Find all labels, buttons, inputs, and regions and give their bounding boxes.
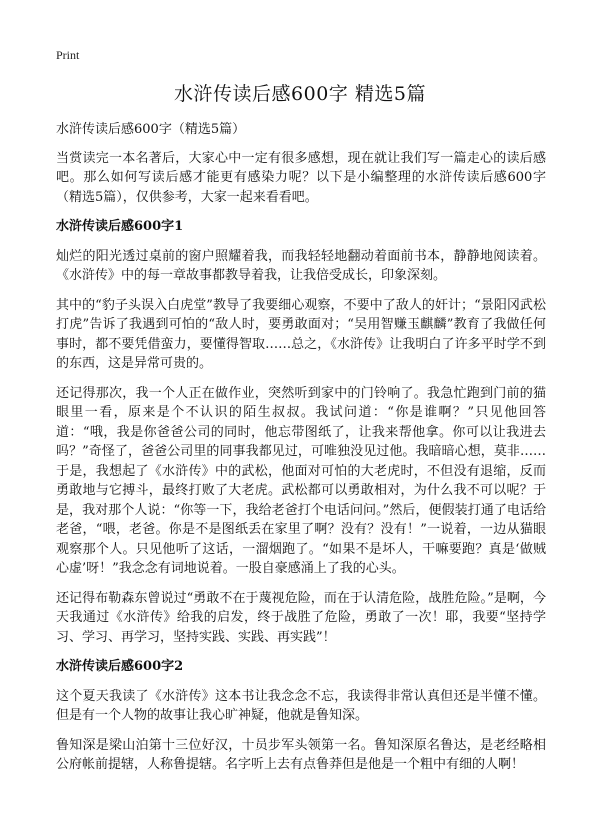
section-paragraph: 灿烂的阳光透过桌前的窗户照耀着我，而我轻轻地翻动着面前书本，静静地阅读着。《水浒传》中的每一章故事都教导着我，让我倍受成长，印象深刻。 <box>56 248 546 283</box>
section-heading: 水浒传读后感600字2 <box>56 659 184 674</box>
section-paragraph: 还记得那次，我一个人正在做作业，突然听到家中的门铃响了。我急忙跑到门前的猫眼里一看，原来是个不认识的陌生叔叔。我试问道：“你是谁啊？”只见他回答道：“哦，我是你爸爸公司的同时，他忘带图纸了，让我来帮他拿。你可以让我进去吗？”奇怪了，爸爸公司里的同事我都见过，可唯独没见过他。我暗暗心想，莫非……于是，我想起了《水浒传》中的武松，他面对可怕的大老虎时，不但没有退缩，反而勇敢地与它搏斗，最终打败了大老虎。武松都可以勇敢相对，为什么我不可以呢？于是，我对那个人说：“你等一下，我给老爸打个电话问问。”然后，便假装打通了电话给老爸，“喂，老爸。你是不是图纸丢在家里了啊？没有？没有！”一说着，一边从猫眼观察那个人。只见他听了这话，一溜烟跑了。“如果不是坏人，干嘛要跑？真是‘做贼心虚’呀！”我念念有词地说着。一股自豪感涌上了我的心头。 <box>56 385 546 576</box>
page-title: 水浒传读后感600字 精选5篇 <box>174 83 426 105</box>
section-paragraph: 还记得布勒森东曾说过“勇敢不在于蔑视危险，而在于认清危险，战胜危险。”是啊，今天我通过《水浒传》给我的启发，终于战胜了危险，勇敢了一次！耶，我要“坚持学习、学习、再学习，坚持实践、实践、再实践”！ <box>56 590 546 645</box>
article-subtitle: 水浒传读后感600字（精选5篇） <box>56 122 246 137</box>
intro-paragraph: 当赏读完一本名著后，大家心中一定有很多感想，现在就让我们写一篇走心的读后感吧。那么如何写读后感才能更有感染力呢？以下是小编整理的水浒传读后感600字（精选5篇），仅供参考，大家一起来看看吧。 <box>56 150 546 205</box>
section-paragraph: 鲁知深是梁山泊第十三位好汉，十员步军头领第一名。鲁知深原名鲁达，是老经略相公府帐前提辖，人称鲁提辖。名字听上去有点鲁莽但是他是一个粗中有细的人啊！ <box>56 737 546 772</box>
section-paragraph: 这个夏天我读了《水浒传》这本书让我念念不忘，我读得非常认真但还是半懂不懂。但是有一个人物的故事让我心旷神疑，他就是鲁知深。 <box>56 688 546 723</box>
section-paragraph: 其中的“豹子头误入白虎堂”教导了我要细心观察，不要中了敌人的奸计；“景阳冈武松打虎”告诉了我遇到可怕的“敌人时，要勇敢面对；“吴用智赚玉麒麟”教育了我做任何事时，都不要凭借蛮力，要懂得智取……总之，《水浒传》让我明白了许多平时学不到的东西，这是异常可贵的。 <box>56 297 546 371</box>
section-heading: 水浒传读后感600字1 <box>56 219 184 234</box>
article-body <box>56 120 546 785</box>
print-link[interactable]: Print <box>56 48 80 62</box>
